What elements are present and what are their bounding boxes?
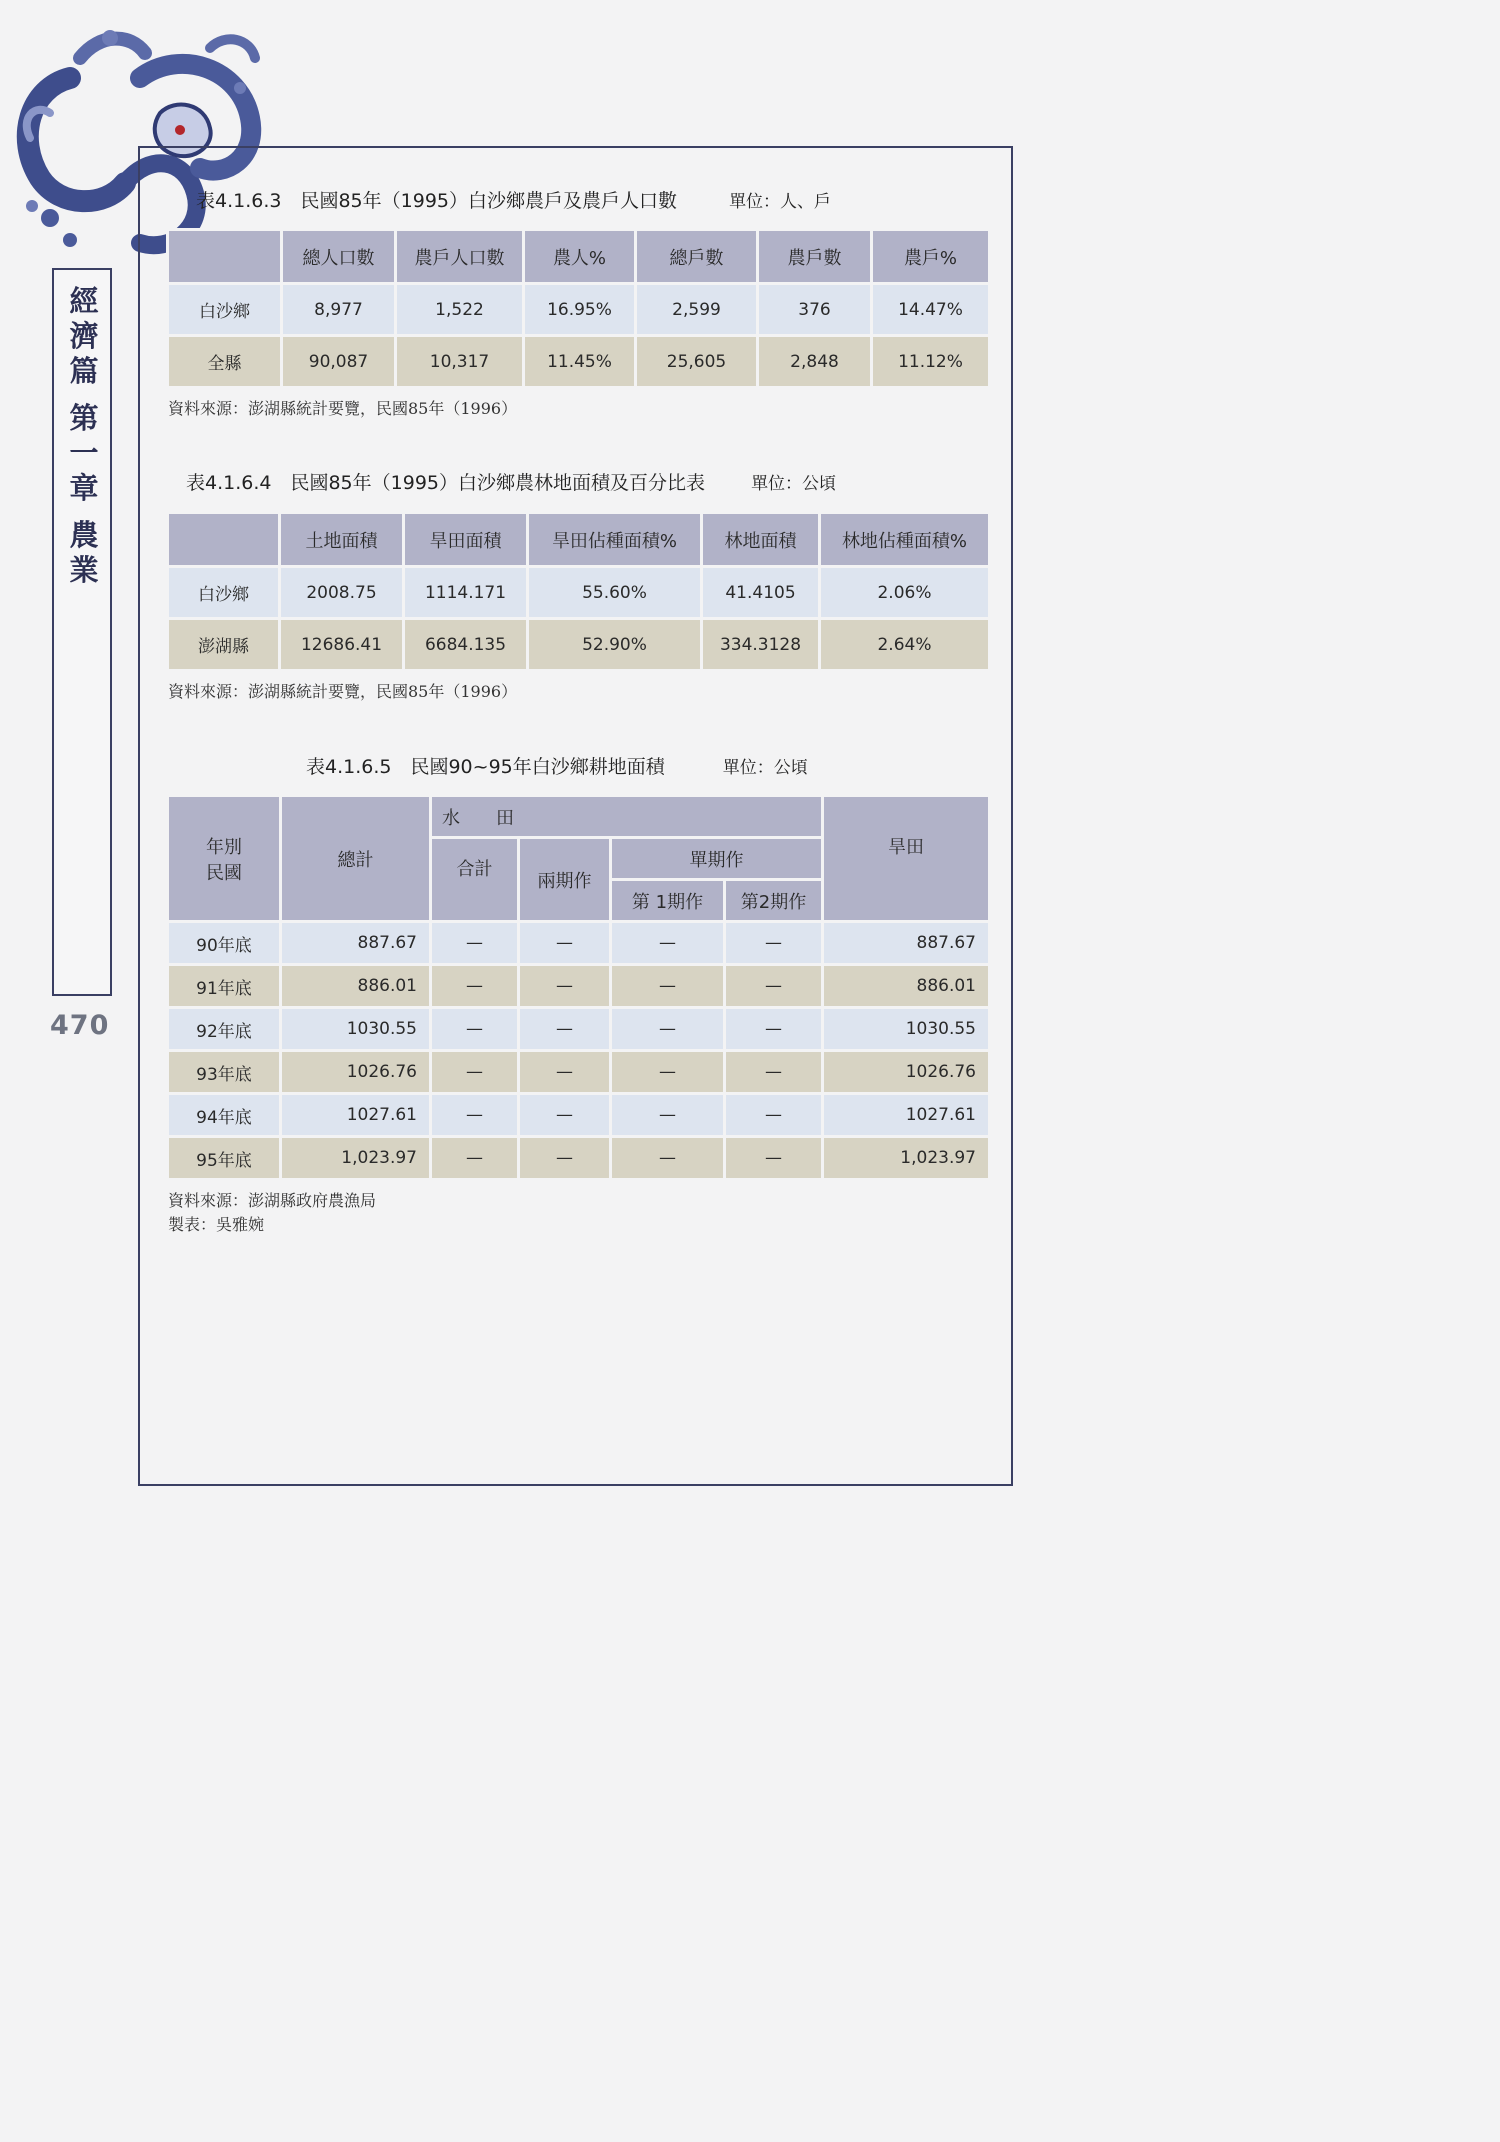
table-row: [168, 1137, 990, 1180]
table-row: [168, 284, 990, 336]
table-cell: 1030.55: [281, 1008, 431, 1051]
table-cell: —: [725, 1051, 823, 1094]
table-row: [168, 922, 990, 965]
table-cell: 90,087: [282, 336, 396, 388]
table-header-cell: 總人口數: [282, 230, 396, 284]
table-cell: —: [431, 1094, 519, 1137]
dry-field-header: 旱田: [823, 796, 990, 922]
table-cell: —: [519, 1094, 611, 1137]
table-header-cell: 農戶人口數: [396, 230, 524, 284]
table-cell: 90年底: [168, 922, 281, 965]
table-cell: —: [611, 1094, 725, 1137]
table-cell: 1027.61: [281, 1094, 431, 1137]
table-cell: —: [431, 1008, 519, 1051]
table1-source: 資料來源：澎湖縣統計要覽，民國85年（1996）: [168, 399, 518, 418]
table-cell: 2.06%: [820, 567, 990, 619]
table2-title: 表4.1.6.4 民國85年（1995）白沙鄉農林地面積及百分比表: [186, 472, 706, 494]
paddy-header: 水 田: [431, 796, 823, 838]
table-cell: 2.64%: [820, 619, 990, 671]
table-header-row: [168, 230, 990, 284]
table-cell: 11.12%: [872, 336, 990, 388]
table3-title: 表4.1.6.5 民國90~95年白沙鄉耕地面積: [306, 756, 665, 778]
subtotal-header: 合計: [431, 838, 519, 922]
table-header-cell: 林地佔種面積%: [820, 513, 990, 567]
table-cell: 334.3128: [702, 619, 820, 671]
table-cell: 澎湖縣: [168, 619, 280, 671]
table-cell: 886.01: [823, 965, 990, 1008]
table-cell: 52.90%: [528, 619, 702, 671]
year-header-top: 年別: [206, 836, 242, 858]
table1: [166, 228, 991, 389]
chapter-sidebar: [52, 268, 112, 996]
first-crop-header: 第 1期作: [611, 880, 725, 922]
table-cell: 887.67: [281, 922, 431, 965]
table-header-cell: 旱田面積: [404, 513, 528, 567]
table-row: [168, 336, 990, 388]
table1-caption: [196, 186, 831, 213]
table3-unit: 單位：公頃: [722, 758, 808, 778]
table-row: [168, 1008, 990, 1051]
table-row: [168, 965, 990, 1008]
table-cell: 6684.135: [404, 619, 528, 671]
table2: [166, 511, 991, 672]
table-cell: 41.4105: [702, 567, 820, 619]
page-number: 470: [50, 1010, 110, 1041]
table-cell: 1,023.97: [823, 1137, 990, 1180]
table-row: [168, 619, 990, 671]
table-cell: 25,605: [636, 336, 758, 388]
second-crop-header: 第2期作: [725, 880, 823, 922]
table-header-cell: 林地面積: [702, 513, 820, 567]
year-header-bottom: 民國: [206, 862, 242, 884]
table-cell: 55.60%: [528, 567, 702, 619]
table-header-cell: [168, 513, 280, 567]
table-header-row: [168, 796, 990, 838]
table-cell: —: [611, 1051, 725, 1094]
table-cell: 2008.75: [280, 567, 404, 619]
table-cell: 376: [758, 284, 872, 336]
table-cell: 白沙鄉: [168, 567, 280, 619]
table-cell: —: [519, 1137, 611, 1180]
table2-caption: [186, 468, 836, 495]
double-crop-header: 兩期作: [519, 838, 611, 922]
table-cell: 10,317: [396, 336, 524, 388]
table-cell: —: [725, 1094, 823, 1137]
table-cell: 95年底: [168, 1137, 281, 1180]
table3-maker: 製表：吳雅婉: [168, 1215, 265, 1234]
table-cell: 1,023.97: [281, 1137, 431, 1180]
table1-title: 表4.1.6.3 民國85年（1995）白沙鄉農戶及農戶人口數: [196, 190, 678, 212]
total-header: 總計: [281, 796, 431, 922]
table-header-cell: 總戶數: [636, 230, 758, 284]
chapter-part-1: 經濟篇: [69, 284, 99, 388]
table-header-cell: [168, 230, 282, 284]
table-cell: 1,522: [396, 284, 524, 336]
table-cell: 11.45%: [524, 336, 636, 388]
table-cell: —: [519, 965, 611, 1008]
table3-caption: [306, 752, 808, 779]
chapter-title: [68, 284, 100, 588]
table-cell: 94年底: [168, 1094, 281, 1137]
table-cell: —: [611, 922, 725, 965]
table-cell: 91年底: [168, 965, 281, 1008]
table-cell: —: [725, 1008, 823, 1051]
table-cell: 887.67: [823, 922, 990, 965]
table-cell: 16.95%: [524, 284, 636, 336]
table-cell: 白沙鄉: [168, 284, 282, 336]
table-cell: —: [611, 1008, 725, 1051]
table-cell: 92年底: [168, 1008, 281, 1051]
table-cell: 14.47%: [872, 284, 990, 336]
table2-unit: 單位：公頃: [751, 474, 837, 494]
table-cell: 1114.171: [404, 567, 528, 619]
table-header-cell: 農戶%: [872, 230, 990, 284]
table-header-cell: 旱田佔種面積%: [528, 513, 702, 567]
table3-source: 資料來源：澎湖縣政府農漁局: [168, 1191, 377, 1210]
table-header-cell: 農人%: [524, 230, 636, 284]
table-cell: 2,599: [636, 284, 758, 336]
table-header-cell: 農戶數: [758, 230, 872, 284]
table-cell: 2,848: [758, 336, 872, 388]
table3: [166, 794, 991, 1181]
table-cell: 1026.76: [281, 1051, 431, 1094]
table-header-row: [168, 513, 990, 567]
table-row: [168, 1051, 990, 1094]
table1-unit: 單位：人、戶: [729, 192, 832, 212]
table-cell: —: [431, 1051, 519, 1094]
table-cell: —: [611, 965, 725, 1008]
table-cell: —: [725, 922, 823, 965]
table-cell: 93年底: [168, 1051, 281, 1094]
table-cell: 12686.41: [280, 619, 404, 671]
table-header-cell: 土地面積: [280, 513, 404, 567]
table-cell: —: [431, 965, 519, 1008]
chapter-part-2: 第一章: [69, 401, 99, 505]
table-cell: —: [519, 1051, 611, 1094]
table-cell: —: [519, 1008, 611, 1051]
table-cell: 全縣: [168, 336, 282, 388]
table2-source: 資料來源：澎湖縣統計要覽，民國85年（1996）: [168, 682, 518, 701]
single-crop-header: 單期作: [611, 838, 823, 880]
table-cell: —: [611, 1137, 725, 1180]
table-cell: —: [519, 922, 611, 965]
table-cell: —: [725, 965, 823, 1008]
table-row: [168, 567, 990, 619]
table-cell: —: [431, 1137, 519, 1180]
table-cell: 1026.76: [823, 1051, 990, 1094]
table-cell: 1030.55: [823, 1008, 990, 1051]
table-row: [168, 1094, 990, 1137]
table-cell: 1027.61: [823, 1094, 990, 1137]
chapter-part-3: 農業: [69, 518, 99, 587]
table-cell: —: [725, 1137, 823, 1180]
table-cell: 8,977: [282, 284, 396, 336]
table-cell: 886.01: [281, 965, 431, 1008]
year-header: [168, 796, 281, 922]
table-cell: —: [431, 922, 519, 965]
